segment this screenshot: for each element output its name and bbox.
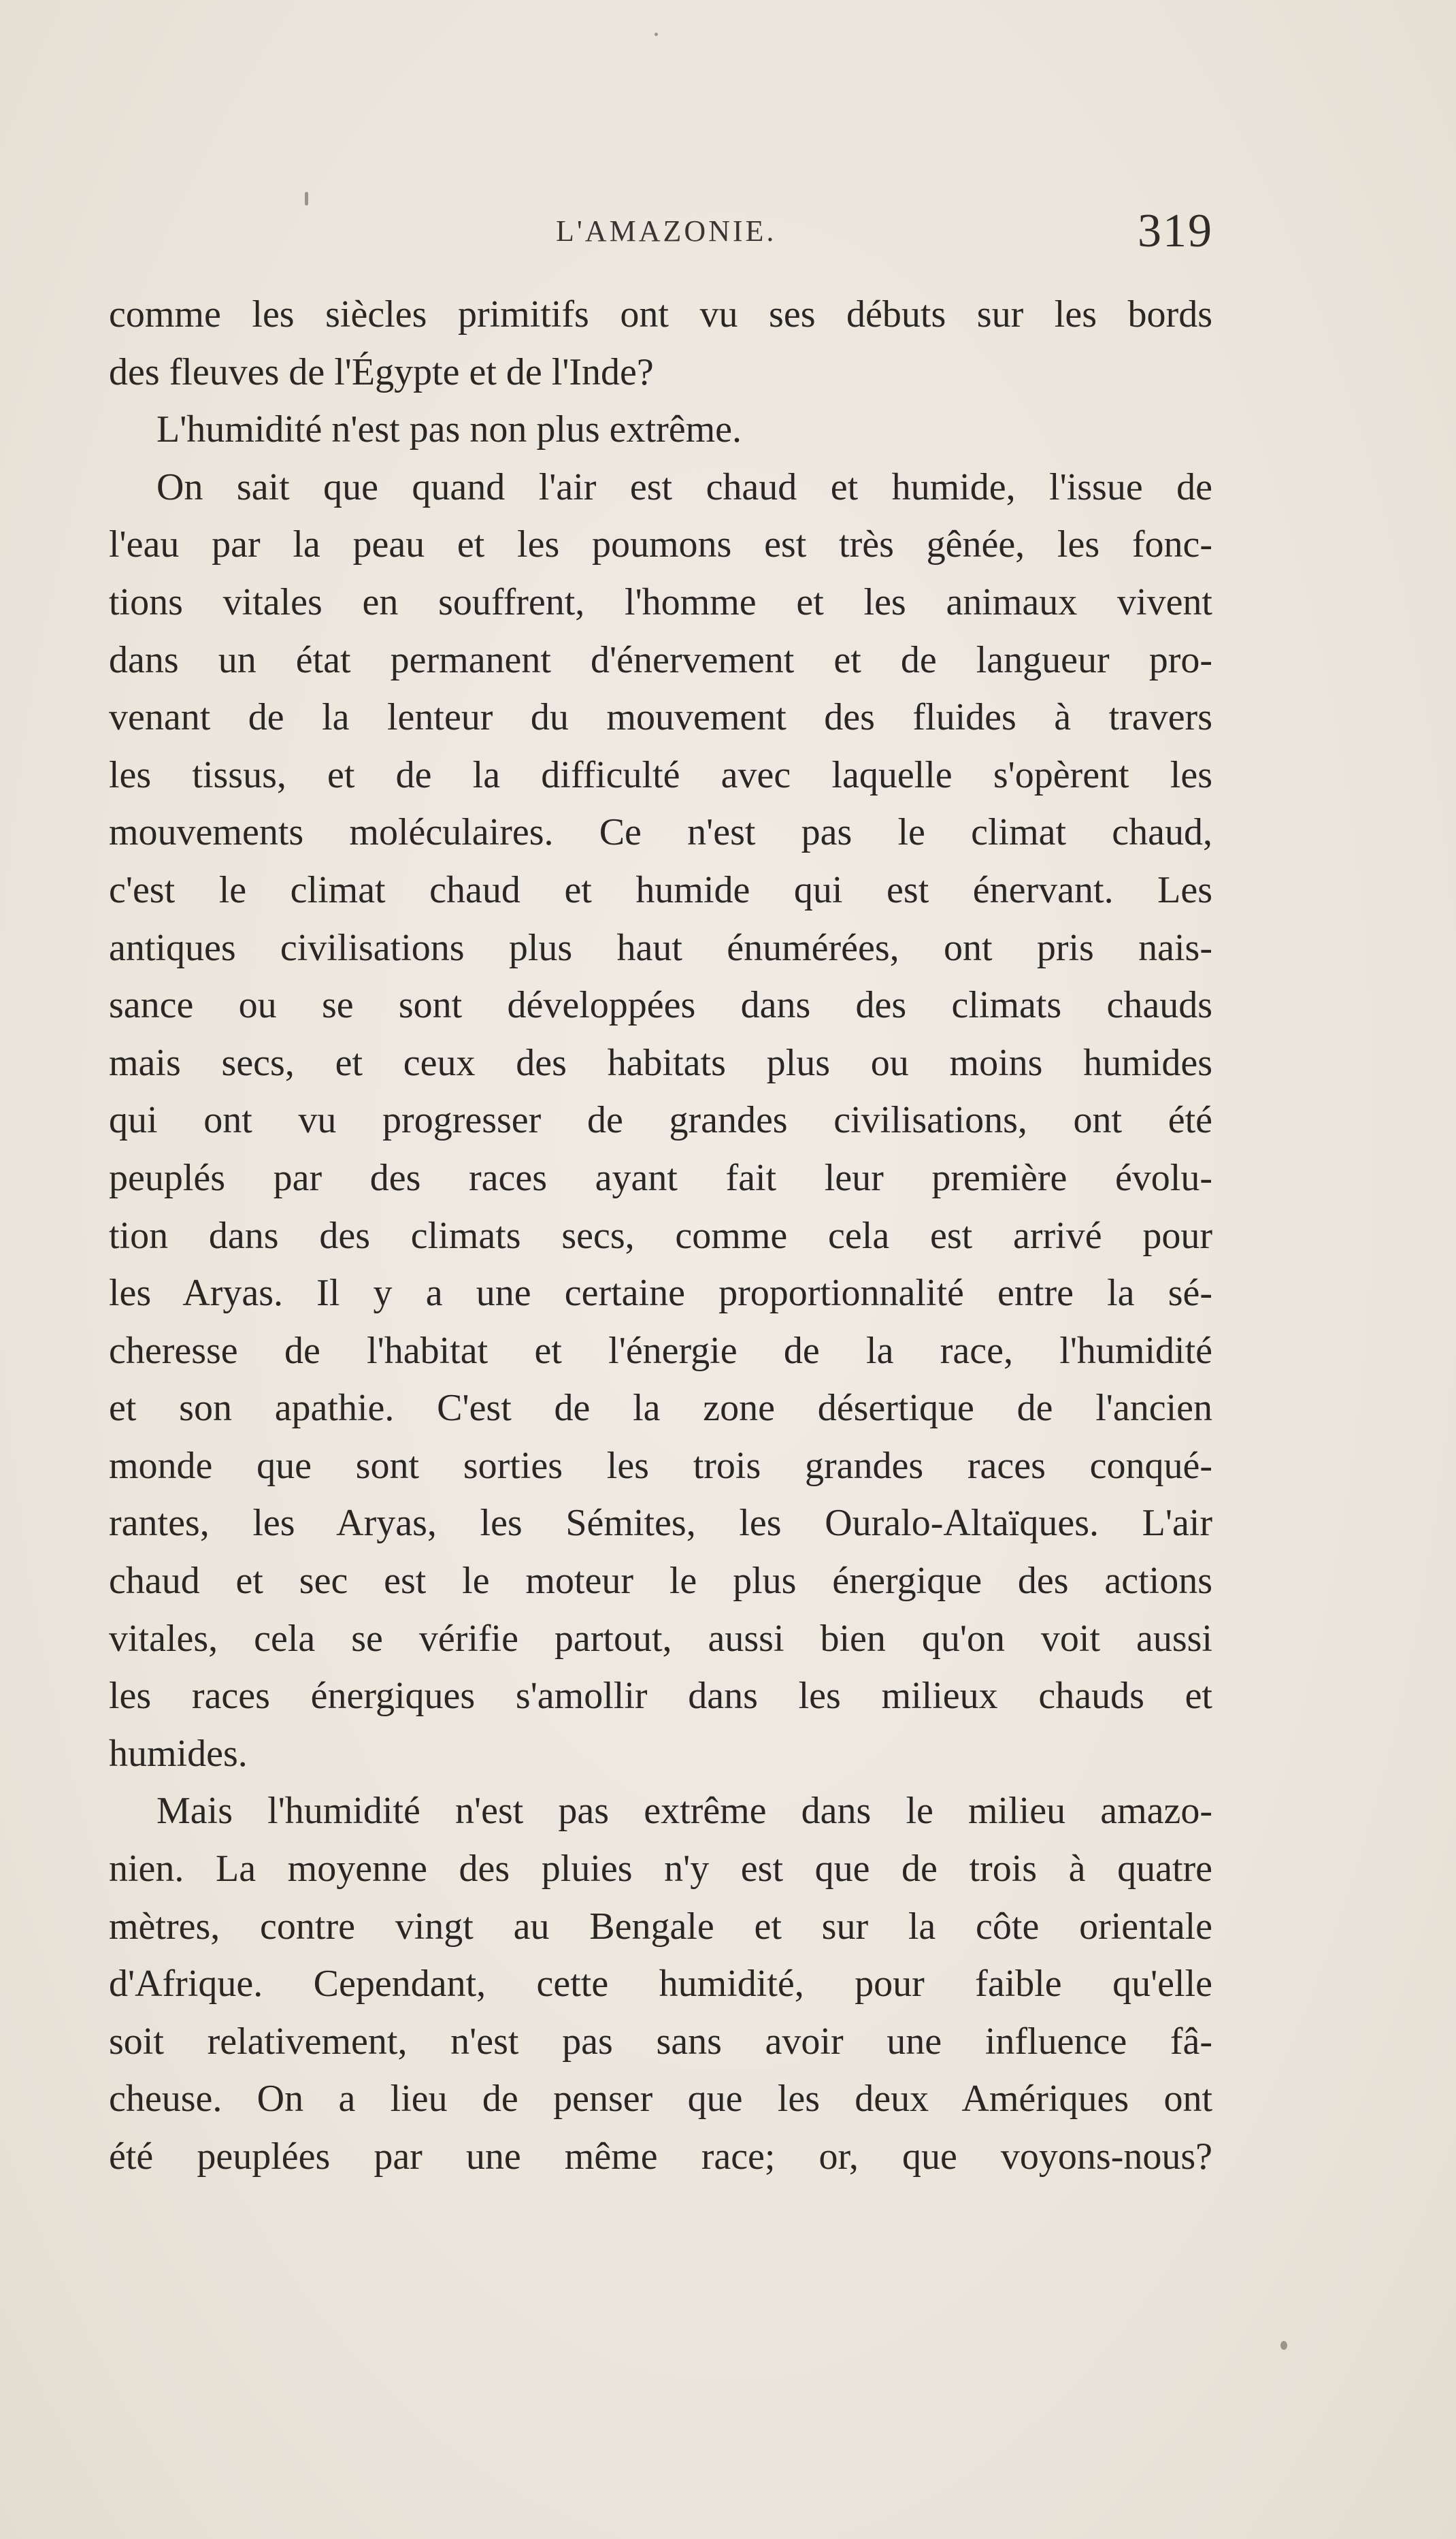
text-line: c'est le climat chaud et humide qui est énervant. Les xyxy=(109,868,1212,911)
text-line: rantes, les Aryas, les Sémites, les Ouralo-Altaïques. L'air xyxy=(109,1502,1212,1545)
running-head-title: L'AMAZONIE. xyxy=(556,214,777,248)
text-line: tion dans des climats secs, comme cela est arrivé pour xyxy=(109,1214,1212,1257)
text-line: l'eau par la peau et les poumons est très gênée, les fonc- xyxy=(109,523,1212,566)
text-line: comme les siècles primitifs ont vu ses débuts sur les bords xyxy=(109,293,1212,335)
text-line: antiques civilisations plus haut énumérées, ont pris nais- xyxy=(109,926,1212,969)
text-line: peuplés par des races ayant fait leur première évolu- xyxy=(109,1156,1212,1199)
text-line: d'Afrique. Cependant, cette humidité, pour faible qu'elle xyxy=(109,1963,1212,2005)
text-line: nien. La moyenne des pluies n'y est que de trois à quatre xyxy=(109,1848,1212,1890)
text-line: les races énergiques s'amollir dans les milieux chauds et xyxy=(109,1675,1212,1718)
text-line: et son apathie. C'est de la zone désertique de l'ancien xyxy=(109,1387,1212,1430)
text-line: mouvements moléculaires. Ce n'est pas le climat chaud, xyxy=(109,811,1212,854)
text-line: On sait que quand l'air est chaud et humide, l'issue de xyxy=(156,465,1212,508)
text-line: Mais l'humidité n'est pas extrême dans le milieu amazo- xyxy=(156,1790,1212,1833)
text-line: les Aryas. Il y a une certaine proportionnalité entre la sé- xyxy=(109,1272,1212,1315)
text-line: venant de la lenteur du mouvement des fluides à travers xyxy=(109,696,1212,739)
ink-speck xyxy=(655,33,658,36)
text-line: qui ont vu progresser de grandes civilisations, ont été xyxy=(109,1099,1212,1142)
text-line: des fleuves de l'Égypte et de l'Inde? xyxy=(109,350,654,393)
ink-speck xyxy=(1280,2341,1287,2350)
text-line: cheresse de l'habitat et l'énergie de la race, l'humidité xyxy=(109,1329,1212,1372)
text-line: soit relativement, n'est pas sans avoir une influence fâ- xyxy=(109,2020,1212,2063)
text-line: dans un état permanent d'énervement et de langueur pro- xyxy=(109,638,1212,681)
body-text xyxy=(109,286,1212,2186)
ink-speck xyxy=(305,192,308,206)
text-line: sance ou se sont développées dans des climats chauds xyxy=(109,984,1212,1027)
text-line: mais secs, et ceux des habitats plus ou moins humides xyxy=(109,1041,1212,1084)
text-line: tions vitales en souffrent, l'homme et les animaux vivent xyxy=(109,580,1212,623)
text-line: cheuse. On a lieu de penser que les deux Amériques ont xyxy=(109,2078,1212,2120)
text-line: humides. xyxy=(109,1732,248,1775)
text-line: les tissus, et de la difficulté avec laquelle s'opèrent les xyxy=(109,753,1212,796)
text-line: L'humidité n'est pas non plus extrême. xyxy=(156,408,742,451)
text-line: été peuplées par une même race; or, que voyons-nous? xyxy=(109,2135,1212,2178)
text-line: chaud et sec est le moteur le plus énergique des actions xyxy=(109,1560,1212,1603)
text-line: mètres, contre vingt au Bengale et sur la côte orientale xyxy=(109,1905,1212,1948)
running-head xyxy=(556,214,776,248)
text-line: vitales, cela se vérifie partout, aussi bien qu'on voit aussi xyxy=(109,1617,1212,1660)
page-number: 319 xyxy=(1138,205,1213,257)
text-line: monde que sont sorties les trois grandes races conqué- xyxy=(109,1444,1212,1487)
